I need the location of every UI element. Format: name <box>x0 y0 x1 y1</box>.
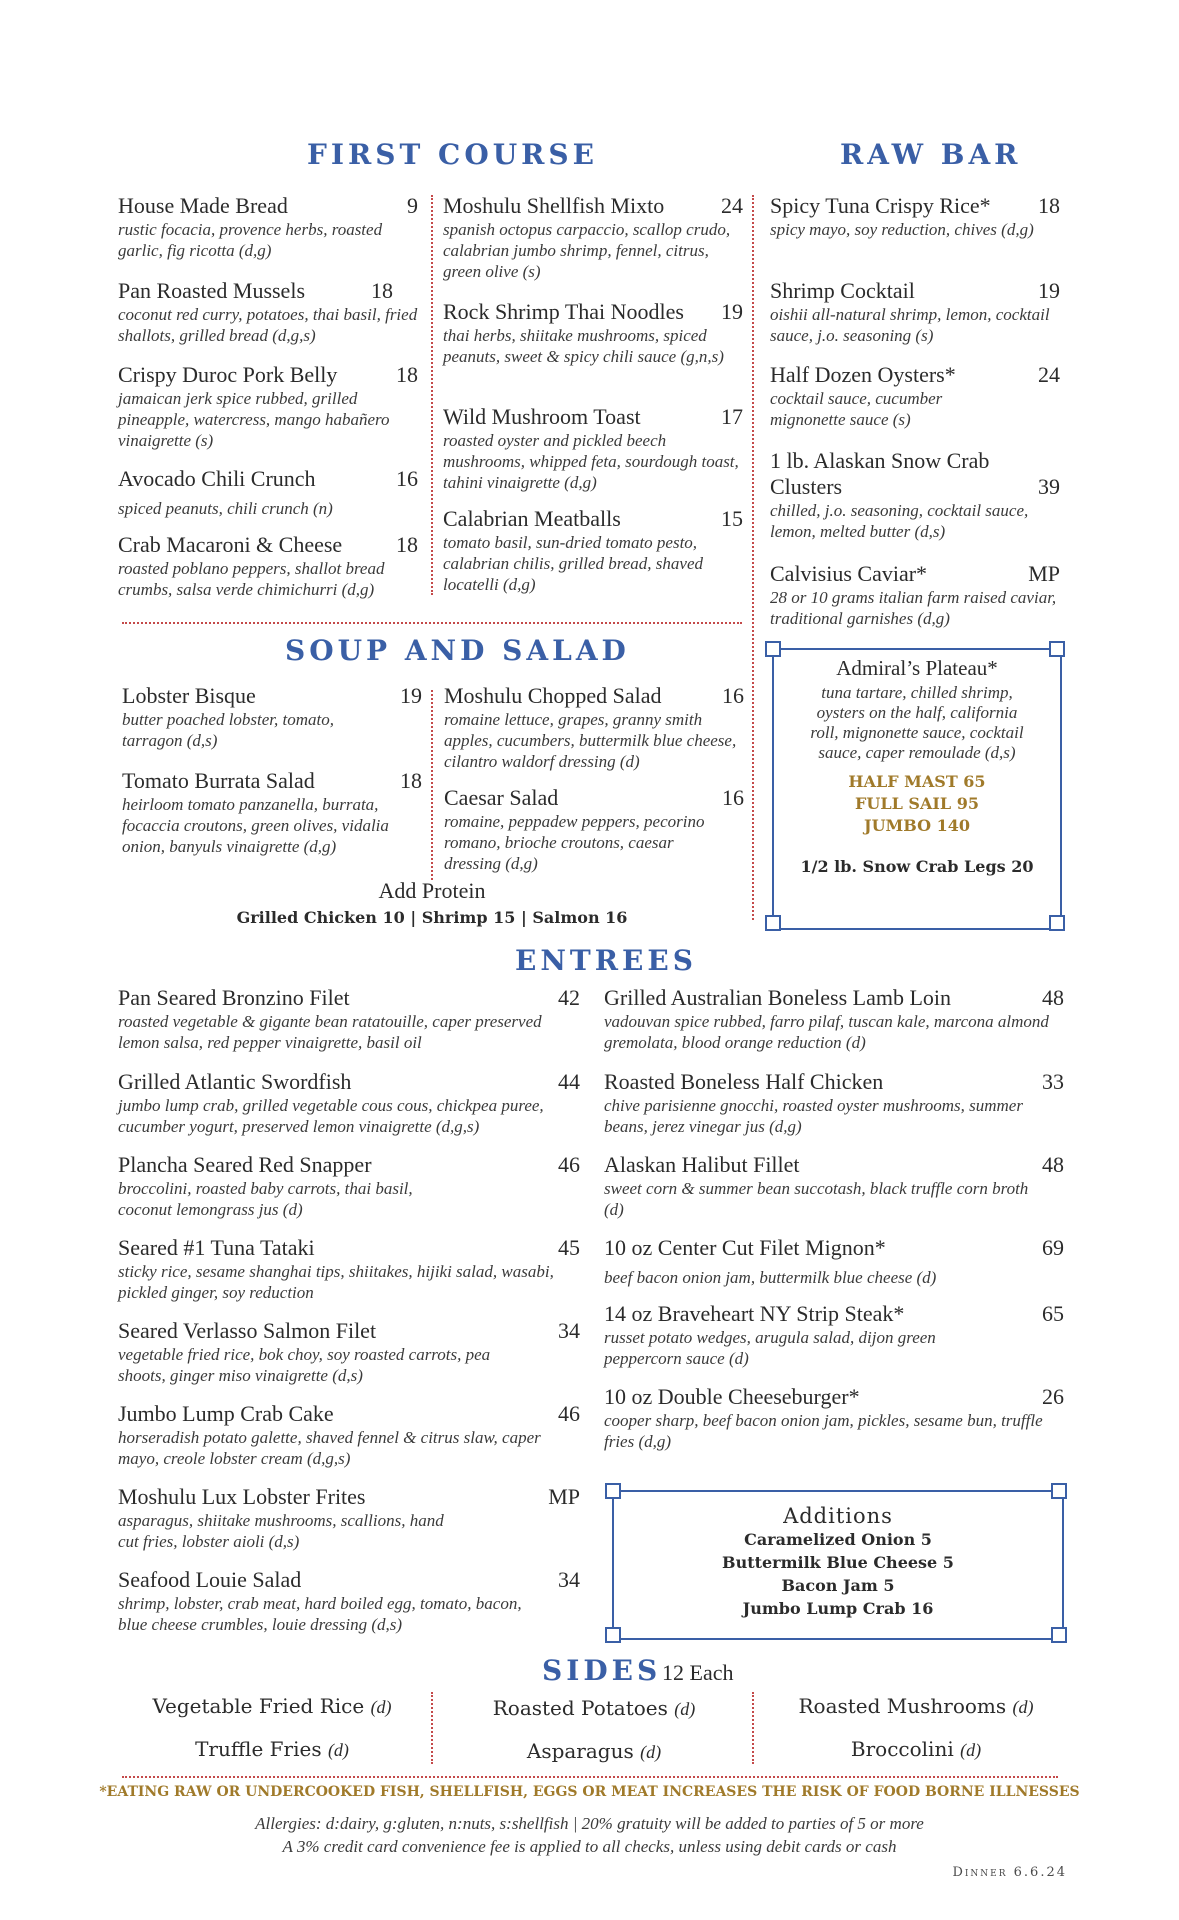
item-name: Roasted Boneless Half Chicken <box>604 1069 884 1094</box>
sides-price: 12 Each <box>662 1660 734 1685</box>
item-desc: beef bacon onion jam, buttermilk blue cheese (d) <box>604 1268 937 1287</box>
add-protein-options: Grilled Chicken 10 | Shrimp 15 | Salmon 16 <box>236 908 628 927</box>
addition-line: Jumbo Lump Crab 16 <box>742 1599 934 1618</box>
side-name: Vegetable Fried Rice <box>152 1694 365 1718</box>
entrees-title: ENTREES <box>515 944 697 977</box>
item-name: Moshulu Lux Lobster Frites <box>118 1484 366 1509</box>
item-price: 16 <box>722 785 744 810</box>
item-desc: broccolini, roasted baby carrots, thai basil, coconut lemongrass jus (d) <box>118 1179 413 1219</box>
addition-line: Caramelized Onion 5 <box>744 1530 932 1549</box>
menu-item <box>604 985 1064 1053</box>
item-desc: sticky rice, sesame shanghai tips, shiitakes, hijiki salad, wasabi, pickled ginger, soy reduction <box>118 1262 554 1302</box>
sides-title: SIDES <box>542 1654 662 1687</box>
item-price: 24 <box>1038 362 1060 387</box>
menu-item <box>604 1384 1064 1452</box>
plateau-title: Admiral’s Plateau* <box>836 656 998 680</box>
item-price: 19 <box>721 299 743 324</box>
addition-line: Buttermilk Blue Cheese 5 <box>722 1553 954 1572</box>
plateau-box <box>772 648 1062 930</box>
item-price: 44 <box>558 1069 580 1094</box>
item-price: 46 <box>558 1401 580 1426</box>
item-desc: cooper sharp, beef bacon onion jam, pickles, sesame bun, truffle fries (d,g) <box>604 1411 1043 1451</box>
item-price: 18 <box>396 362 418 387</box>
item-price: 18 <box>1038 193 1060 218</box>
item-name: Pan Seared Bronzino Filet <box>118 985 350 1010</box>
item-price: 18 <box>400 768 422 793</box>
food-warning: *EATING RAW OR UNDERCOOKED FISH, SHELLFISH, EGGS OR MEAT INCREASES THE RISK OF FOOD BORNE ILLNESSES <box>99 1784 1080 1800</box>
menu-item <box>118 1567 580 1635</box>
side-item <box>766 1737 1066 1761</box>
menu-item <box>122 683 422 751</box>
side-name: Roasted Mushrooms <box>798 1694 1007 1718</box>
item-name: Jumbo Lump Crab Cake <box>118 1401 334 1426</box>
menu-edition: Dinner 6.6.24 <box>952 1865 1067 1880</box>
item-price: 69 <box>1042 1235 1064 1260</box>
item-desc: sweet corn & summer bean succotash, black truffle corn broth (d) <box>604 1179 1029 1219</box>
item-desc: spicy mayo, soy reduction, chives (d,g) <box>770 220 1034 239</box>
item-price: 48 <box>1042 985 1064 1010</box>
side-tag: (d) <box>960 1740 982 1760</box>
item-price: 46 <box>558 1152 580 1177</box>
item-name: Caesar Salad <box>444 785 559 810</box>
corner-ornament <box>605 1483 621 1499</box>
side-name: Roasted Potatoes <box>492 1696 668 1720</box>
side-tag: (d) <box>640 1742 662 1762</box>
item-desc: shrimp, lobster, crab meat, hard boiled egg, tomato, bacon, blue cheese crumbles, louie dressing (d,s) <box>118 1594 522 1634</box>
side-tag: (d) <box>674 1699 696 1719</box>
item-price: 19 <box>1038 278 1060 303</box>
menu-item <box>444 785 744 874</box>
menu-item <box>770 278 1060 346</box>
item-name: Avocado Chili Crunch <box>118 466 316 491</box>
side-item <box>122 1737 422 1761</box>
item-price: 39 <box>1038 474 1060 499</box>
item-name: 10 oz Double Cheeseburger* <box>604 1384 860 1409</box>
menu-item <box>118 532 418 600</box>
item-desc: russet potato wedges, arugula salad, dijon green peppercorn sauce (d) <box>604 1328 936 1368</box>
item-desc: thai herbs, shiitake mushrooms, spiced peanuts, sweet & spicy chili sauce (g,n,s) <box>443 326 724 366</box>
item-price: 34 <box>558 1567 580 1592</box>
first-course-title: FIRST COURSE <box>307 138 598 171</box>
item-price: 17 <box>721 404 743 429</box>
side-tag: (d) <box>1012 1697 1034 1717</box>
menu-item <box>604 1301 1064 1369</box>
item-desc: spanish octopus carpaccio, scallop crudo, calabrian jumbo shrimp, fennel, citrus, green olive (s) <box>443 220 731 281</box>
item-desc: vadouvan spice rubbed, farro pilaf, tuscan kale, marcona almond gremolata, blood orange reduction (d) <box>604 1012 1049 1052</box>
item-desc: spiced peanuts, chili crunch (n) <box>118 499 333 518</box>
menu-item <box>118 985 580 1053</box>
item-name: Crab Macaroni & Cheese <box>118 532 343 557</box>
column-divider <box>431 195 433 595</box>
item-name: Moshulu Chopped Salad <box>444 683 662 708</box>
item-desc: romaine, peppadew peppers, pecorino romano, brioche croutons, caesar dressing (d,g) <box>444 812 705 873</box>
side-tag: (d) <box>370 1697 392 1717</box>
item-price: 18 <box>396 532 418 557</box>
item-price: 26 <box>1042 1384 1064 1409</box>
item-desc: jumbo lump crab, grilled vegetable cous cous, chickpea puree, cucumber yogurt, preserved lemon vinaigrette (d,g,s) <box>118 1096 544 1136</box>
menu-item <box>118 193 418 261</box>
menu-item <box>443 404 743 493</box>
menu-item <box>118 1235 580 1303</box>
column-divider <box>431 690 433 880</box>
menu-item <box>118 1401 580 1469</box>
item-price: 34 <box>558 1318 580 1343</box>
item-desc: chive parisienne gnocchi, roasted oyster mushrooms, summer beans, jerez vinegar jus (d,g) <box>604 1096 1023 1136</box>
item-name: Grilled Australian Boneless Lamb Loin <box>604 985 952 1010</box>
item-name: Lobster Bisque <box>122 683 256 708</box>
menu-item <box>118 1152 580 1220</box>
additions-title: Additions <box>783 1504 893 1528</box>
plateau-size: HALF MAST 65 <box>848 772 986 791</box>
add-protein-title: Add Protein <box>378 878 486 903</box>
item-desc: vegetable fried rice, bok choy, soy roasted carrots, pea shoots, ginger miso vinaigrette (d,s) <box>118 1345 491 1385</box>
item-desc: heirloom tomato panzanella, burrata, focaccia croutons, green olives, vidalia onion, banyuls vinaigrette (d,g) <box>122 795 389 856</box>
item-desc: chilled, j.o. seasoning, cocktail sauce, lemon, melted butter (d,s) <box>770 501 1029 541</box>
item-name: Rock Shrimp Thai Noodles <box>443 299 684 324</box>
soup-salad-title: SOUP AND SALAD <box>285 634 630 667</box>
item-price: MP <box>548 1484 580 1509</box>
menu-item <box>443 193 743 282</box>
item-price: 15 <box>721 506 743 531</box>
menu-item <box>444 683 744 772</box>
item-name: Seared Verlasso Salmon Filet <box>118 1318 377 1343</box>
item-name: Grilled Atlantic Swordfish <box>118 1069 352 1094</box>
item-desc: roasted vegetable & gigante bean ratatouille, caper preserved lemon salsa, red pepper vinaigrette, basil oil <box>118 1012 542 1052</box>
additions-box <box>612 1490 1064 1640</box>
plateau-size: JUMBO 140 <box>864 816 970 835</box>
menu-item <box>118 278 418 346</box>
side-item <box>444 1696 744 1720</box>
menu-item <box>443 506 743 595</box>
item-desc: rustic focacia, provence herbs, roasted garlic, fig ricotta (d,g) <box>118 220 383 260</box>
menu-item <box>118 1069 580 1137</box>
column-divider <box>752 1692 754 1764</box>
section-divider <box>122 622 742 624</box>
menu-item <box>118 1484 580 1552</box>
menu-item <box>118 466 418 519</box>
column-divider <box>752 195 754 920</box>
item-name: House Made Bread <box>118 193 288 218</box>
addition-line: Bacon Jam 5 <box>781 1576 895 1595</box>
item-name: Shrimp Cocktail <box>770 278 915 303</box>
item-desc: oishii all-natural shrimp, lemon, cocktail sauce, j.o. seasoning (s) <box>770 305 1050 345</box>
item-desc: asparagus, shiitake mushrooms, scallions, hand cut fries, lobster aioli (d,s) <box>118 1511 444 1551</box>
item-name: Pan Roasted Mussels <box>118 278 305 303</box>
menu-item <box>770 362 1060 430</box>
item-name: Seared #1 Tuna Tataki <box>118 1235 315 1260</box>
item-desc: 28 or 10 grams italian farm raised caviar, traditional garnishes (d,g) <box>770 588 1057 628</box>
item-desc: romaine lettuce, grapes, granny smith apples, cucumbers, buttermilk blue cheese, cilantro waldorf dressing (d) <box>444 710 737 771</box>
corner-ornament <box>765 915 781 931</box>
item-desc: horseradish potato galette, shaved fennel & citrus slaw, caper mayo, creole lobster cream (d,g,s) <box>118 1428 541 1468</box>
plateau-desc: tuna tartare, chilled shrimp, oysters on the half, california roll, mignonette sauce, cocktail sauce, caper remoulade (d,s) <box>810 683 1024 762</box>
menu-item <box>770 193 1060 240</box>
item-price: 16 <box>722 683 744 708</box>
item-name: Seafood Louie Salad <box>118 1567 302 1592</box>
item-name: Spicy Tuna Crispy Rice* <box>770 193 991 218</box>
item-name: 10 oz Center Cut Filet Mignon* <box>604 1235 886 1260</box>
menu-item <box>770 561 1060 629</box>
menu-item <box>604 1152 1064 1220</box>
side-name: Asparagus <box>526 1739 634 1763</box>
corner-ornament <box>1051 1483 1067 1499</box>
footer-divider <box>122 1776 1058 1778</box>
menu-item <box>122 768 422 857</box>
item-name: 14 oz Braveheart NY Strip Steak* <box>604 1301 905 1326</box>
item-price: 42 <box>558 985 580 1010</box>
item-desc: tomato basil, sun-dried tomato pesto, calabrian chilis, grilled bread, shaved locatelli (d,g) <box>443 533 704 594</box>
item-price: 65 <box>1042 1301 1064 1326</box>
item-name: Tomato Burrata Salad <box>122 768 315 793</box>
raw-bar-title: RAW BAR <box>840 138 1022 171</box>
side-name: Truffle Fries <box>195 1737 322 1761</box>
item-name: Calabrian Meatballs <box>443 506 621 531</box>
item-name: Calvisius Caviar* <box>770 561 928 586</box>
plateau-extra: 1/2 lb. Snow Crab Legs 20 <box>800 857 1034 876</box>
menu-item <box>604 1235 1064 1288</box>
allergy-note: Allergies: d:dairy, g:gluten, n:nuts, s:shellfish | 20% gratuity will be added to parties of 5 or more <box>255 1814 924 1833</box>
menu-item <box>118 1318 580 1386</box>
item-name: Plancha Seared Red Snapper <box>118 1152 372 1177</box>
side-name: Broccolini <box>850 1737 954 1761</box>
side-tag: (d) <box>327 1740 349 1760</box>
item-price: 33 <box>1042 1069 1064 1094</box>
item-desc: cocktail sauce, cucumber mignonette sauce (s) <box>770 389 943 429</box>
item-desc: roasted oyster and pickled beech mushrooms, whipped feta, sourdough toast, tahini vinaigrette (d,g) <box>443 431 739 492</box>
column-divider <box>431 1692 433 1764</box>
side-item <box>766 1694 1066 1718</box>
corner-ornament <box>765 641 781 657</box>
corner-ornament <box>1049 641 1065 657</box>
item-name: Alaskan Halibut Fillet <box>604 1152 800 1177</box>
corner-ornament <box>605 1627 621 1643</box>
item-price: 45 <box>558 1235 580 1260</box>
fee-note: A 3% credit card convenience fee is applied to all checks, unless using debit cards or cash <box>282 1837 897 1856</box>
menu-item <box>604 1069 1064 1137</box>
item-name: Wild Mushroom Toast <box>443 404 641 429</box>
item-price: 48 <box>1042 1152 1064 1177</box>
side-item <box>122 1694 422 1718</box>
item-desc: roasted poblano peppers, shallot bread crumbs, salsa verde chimichurri (d,g) <box>118 559 385 599</box>
item-price: 24 <box>721 193 743 218</box>
corner-ornament <box>1049 915 1065 931</box>
item-desc: jamaican jerk spice rubbed, grilled pineapple, watercress, mango habañero vinaigrette (s) <box>118 389 390 450</box>
item-desc: butter poached lobster, tomato, tarragon (d,s) <box>122 710 335 750</box>
side-item <box>444 1739 744 1763</box>
item-name: Crispy Duroc Pork Belly <box>118 362 338 387</box>
item-desc: coconut red curry, potatoes, thai basil, fried shallots, grilled bread (d,g,s) <box>118 305 418 345</box>
item-name: 1 lb. Alaskan Snow Crab Clusters <box>770 448 990 499</box>
corner-ornament <box>1051 1627 1067 1643</box>
item-price: 16 <box>396 466 418 491</box>
plateau-size: FULL SAIL 95 <box>855 794 979 813</box>
item-price: 9 <box>407 193 418 218</box>
item-price: 18 <box>371 278 393 303</box>
menu-item <box>770 448 1060 542</box>
item-price: 19 <box>400 683 422 708</box>
item-name: Half Dozen Oysters* <box>770 362 956 387</box>
item-price: MP <box>1028 561 1060 586</box>
menu-item <box>118 362 418 451</box>
menu-item <box>443 299 743 367</box>
item-name: Moshulu Shellfish Mixto <box>443 193 665 218</box>
